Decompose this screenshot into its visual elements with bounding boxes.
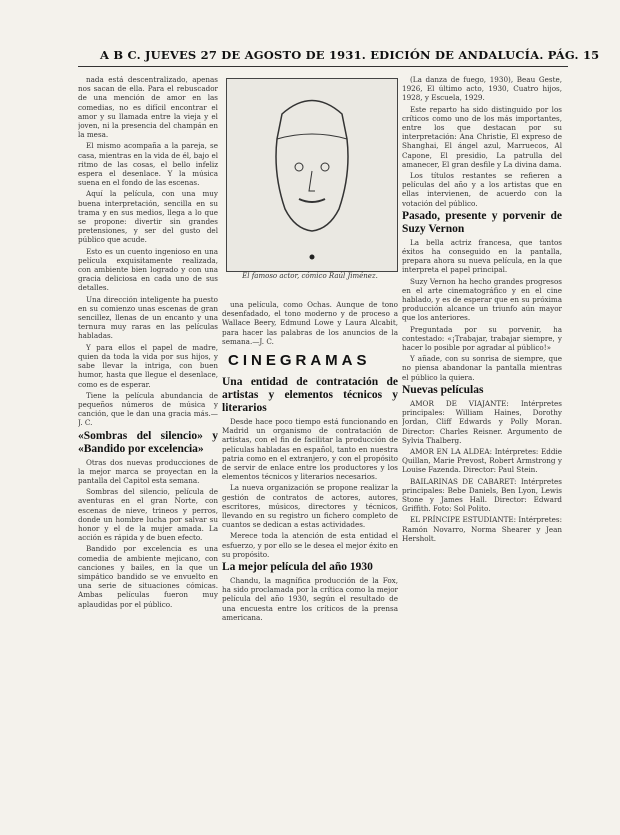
paragraph: Y añade, con su sonrisa de siempre, que no piensa abandonar la pantalla mientras el público la quiera. (402, 354, 562, 382)
paragraph: Y para ellos el papel de madre, quien da toda la vida por sus hijos, y sabe llevar la intriga, con buen humor, hasta que llegue el desenlace, como es de esperar. (78, 342, 218, 389)
paragraph: AMOR EN LA ALDEA: Intérpretes: Eddie Quillan, Marie Prevost, Robert Armstrong y Louise Fazenda. Director: Paul Stein. (402, 446, 562, 475)
right-column (402, 75, 562, 825)
paragraph: AMOR DE VIAJANTE: Intérpretes principales: William Haines, Dorothy Jordan, Cliff Edwards y Polly Moran. Director: Charles Reisner. Argumento de Sylvia Thalberg. (402, 398, 562, 445)
paragraph: La bella actriz francesa, que tantos éxitos ha conseguido en la pantalla, prepara ahora su nueva película, en la que interpreta el papel principal. (402, 237, 562, 275)
section-title: Nuevas películas (402, 383, 484, 396)
caricature-drawing (227, 79, 397, 271)
paragraph: Chandu, la magnífica producción de la Fox, ha sido proclamada por la crítica como la mejor película del año 1930, según el resultado de una encuesta entre los críticos de la prensa americana. (222, 576, 398, 622)
paragraph: Bandido por excelencia es una comedia de ambiente mejicano, con canciones y bailes, en la que un simpático bandido se ve envuelto en una serie de situaciones cómicas. Ambas películas fueron muy aplaudidas por el público. (78, 544, 218, 609)
paragraph: Preguntada por su porvenir, ha contestado: «¡Trabajar, trabajar siempre, y hacer lo posible por agradar al público!» (402, 324, 562, 353)
paragraph: una película, como Ochas. Aunque de tono desenfadado, el tono moderno y de proceso a Wallace Beery, Edmund Lowe y Laura Alcabit, para hacer las palabras de los anuncios de la semana.—J. C. (222, 300, 398, 346)
paragraph: BAILARINAS DE CABARET: Intérpretes principales: Bebe Daniels, Ben Lyon, Lewis Stone y James Hall. Director: Edward Griffith. Foto: Sol Polito. (402, 476, 562, 514)
middle-text (222, 300, 398, 348)
left-column (78, 75, 218, 825)
paragraph: El mismo acompaña a la pareja, se casa, mientras en la vida de él, bajo el ritmo de las cosas, el bello infeliz espera el desenlace. Y la música suena en el fondo de las escenas. (78, 141, 218, 188)
paragraph: EL PRÍNCIPE ESTUDIANTE: Intérpretes: Ramón Novarro, Norma Shearer y Jean Hersholt. (402, 515, 562, 543)
photo-caption: El famoso actor, cómico Raúl Jiménez. (242, 272, 378, 280)
paragraph: Suzy Vernon ha hecho grandes progresos en el arte cinematográfico y en el cine hablado, y es de esperar que en su próxima producción alcance un triunfo aún mayor que los anteriores. (402, 276, 562, 323)
paragraph: Una dirección inteligente ha puesto en su comienzo unas escenas de gran sencillez, llenas de un encanto y una ternura muy raras en las películas habladas. (78, 294, 218, 341)
paragraph: Sombras del silencio, película de aventuras en el gran Norte, con escenas de nieve, trineos y perros, donde un hombre lucha por salvar su honor y el de la mujer amada. La acción es rápida y de buen efecto. (78, 487, 218, 543)
paragraph: Esto es un cuento ingenioso en una película exquisitamente realizada, con ambiente bien logrado y con una gracia deliciosa en cada uno de sus detalles. (78, 246, 218, 293)
paragraph: Tiene la película abundancia de pequeños números de música y canción, que le dan una gracia más.—J. C. (78, 390, 218, 428)
middle-column (222, 376, 398, 624)
header-rule (78, 66, 568, 67)
paragraph: La nueva organización se propone realizar la gestión de contratos de actores, autores, escritores, músicos, directores y técnicos, llevando en su registro un fichero completo de cuantos se dedican a estas actividades. (222, 483, 398, 530)
actor-caricature (226, 78, 398, 272)
cinegramas-title: CINEGRAMAS (228, 352, 371, 369)
paragraph: Aquí la película, con una muy buena interpretación, sencilla en su trama y en sus medios, llega a lo que se propone: divertir sin grandes pretensiones, y ser del gusto del público que acude. (78, 189, 218, 245)
paragraph: Otras dos nuevas producciones de la mejor marca se proyectan en la pantalla del Capitol esta semana. (78, 457, 218, 485)
paragraph: Merece toda la atención de esta entidad el esfuerzo, y por ello se le desea el mejor éxito en su propósito. (222, 531, 398, 559)
section-title: Una entidad de contratación de artistas y elementos técnicos y literarios (222, 376, 398, 414)
page-header: A B C. JUEVES 27 DE AGOSTO DE 1931. EDICIÓN DE ANDALUCÍA. PÁG. 15 (100, 48, 600, 62)
paragraph: Este reparto ha sido distinguido por los críticos como uno de los más importantes, entre los que destacan por su interpretación: Ana Christie, El expreso de Shanghai, El ángel azul, Marruecos, Al Capone, El presidio, La patrulla del amanecer, El gran desfile y La divina dama. (402, 104, 562, 169)
paragraph: (La danza de fuego, 1930), Beau Geste, 1926, El último acto, 1930, Cuatro hijos, 1928, y Escuela, 1929. (402, 75, 562, 103)
section-title: La mejor película del año 1930 (222, 561, 373, 574)
paragraph: Los títulos restantes se refieren a películas del año y a los artistas que en ellas intervienen, de acuerdo con la votación del público. (402, 171, 562, 208)
paragraph: Desde hace poco tiempo está funcionando en Madrid un organismo de contratación de artistas, con el fin de facilitar la producción de películas habladas en español, tanto en nuestra patria como en el extranjero, y con el propósito de servir de enlace entre los productores y los elementos técnicos y literarios necesarios. (222, 417, 398, 482)
section-title: «Sombras del silencio» y «Bandido por excelencia» (78, 429, 218, 455)
paragraph: nada está descentralizado, apenas nos sacan de ella. Para el rebuscador de una mención de amor en las comedias, no es difícil encontrar el amor y su llamada entre la vieja y el joven, ni la presencia del champán en la mesa. (78, 75, 218, 140)
section-title: Pasado, presente y porvenir de Suzy Vernon (402, 209, 562, 235)
